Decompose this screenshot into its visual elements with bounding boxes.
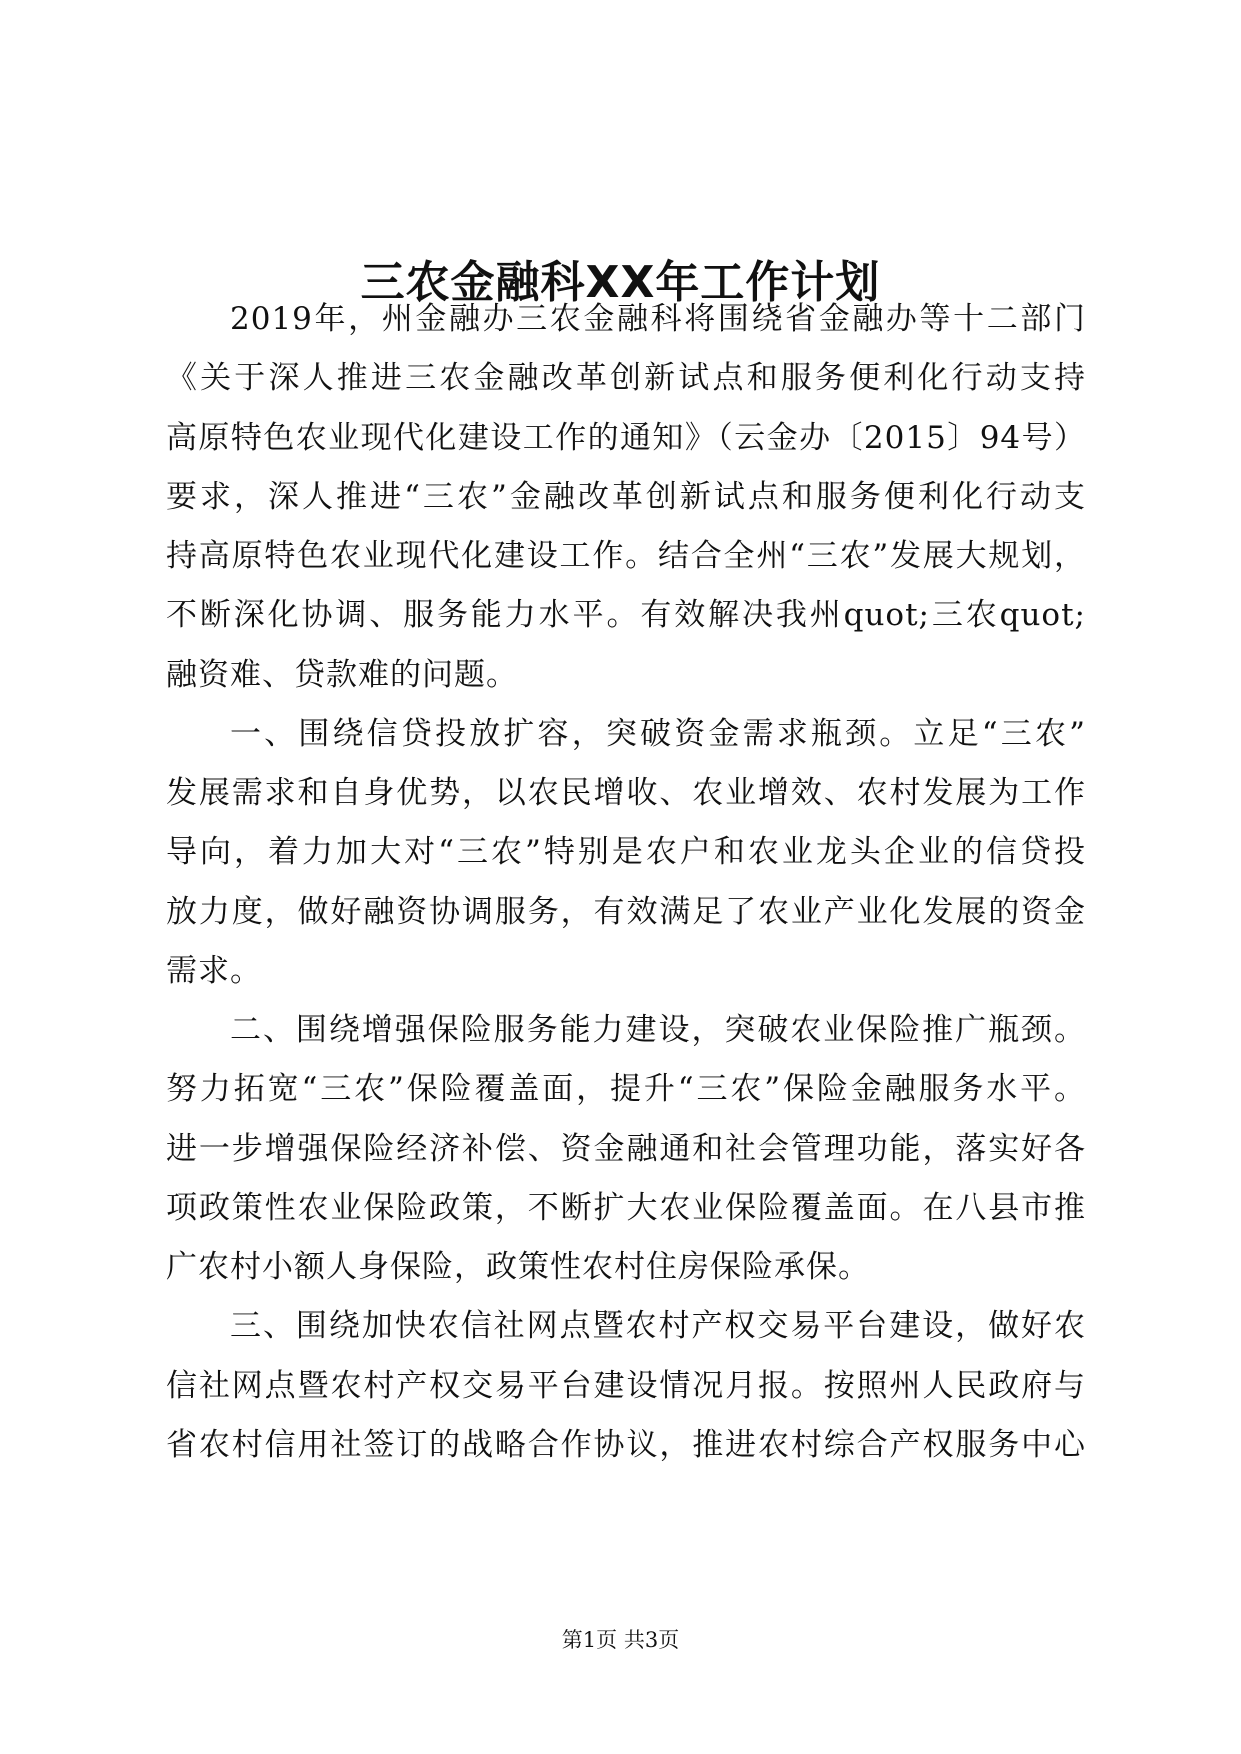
paragraph-line: 融资难、贷款难的问题。 — [166, 656, 518, 693]
paragraph-section-1 — [166, 705, 1086, 1001]
paragraph-line: 省农村信用社签订的战略合作协议，推进农村综合产权服务中心 — [166, 1426, 1086, 1463]
paragraph-line: 放力度，做好融资协调服务，有效满足了农业产业化发展的资金 — [166, 893, 1086, 930]
paragraph-line: 持高原特色农业现代化建设工作。结合全州“三农”发展大规划， — [166, 538, 1086, 574]
paragraph-line: 信社网点暨农村产权交易平台建设情况月报。按照州人民政府与 — [166, 1367, 1086, 1404]
paragraph-line: 要求，深人推进“三农”金融改革创新试点和服务便利化行动支 — [166, 478, 1086, 515]
paragraph-section-2 — [166, 1001, 1086, 1297]
paragraph-line: 二、围绕增强保险服务能力建设，突破农业保险推广瓶颈。 — [230, 1012, 1086, 1048]
paragraph-line: 2019年，州金融办三农金融科将围绕省金融办等十二部门 — [230, 301, 1086, 337]
paragraph-line: 一、围绕信贷投放扩容，突破资金需求瓶颈。立足“三农” — [230, 715, 1086, 752]
document-body — [166, 290, 1086, 1475]
paragraph-line: 《关于深人推进三农金融改革创新试点和服务便利化行动支持 — [166, 360, 1086, 397]
page-number-footer: 第1页 共3页 — [561, 1628, 680, 1652]
paragraph-line: 高原特色农业现代化建设工作的通知》（云金办〔2015〕94号） — [166, 419, 1086, 456]
paragraph-line: 进一步增强保险经济补偿、资金融通和社会管理功能，落实好各 — [166, 1130, 1086, 1167]
document-title: 三农金融科XX年工作计划 — [360, 257, 881, 309]
paragraph-line: 需求。 — [166, 952, 262, 989]
paragraph-intro — [166, 290, 1086, 705]
paragraph-line: 项政策性农业保险政策，不断扩大农业保险覆盖面。在八县市推 — [166, 1189, 1086, 1226]
paragraph-line: 三、围绕加快农信社网点暨农村产权交易平台建设，做好农 — [230, 1308, 1086, 1345]
paragraph-line: 广农村小额人身保险，政策性农村住房保险承保。 — [166, 1249, 870, 1285]
paragraph-line: 不断深化协调、服务能力水平。有效解决我州quot;三农quot; — [166, 597, 1086, 634]
paragraph-line: 发展需求和自身优势，以农民增收、农业增效、农村发展为工作 — [166, 775, 1086, 811]
paragraph-line: 努力拓宽“三农”保险覆盖面，提升“三农”保险金融服务水平。 — [166, 1071, 1086, 1108]
paragraph-section-3 — [166, 1297, 1086, 1475]
paragraph-line: 导向，着力加大对“三农”特别是农户和农业龙头企业的信贷投 — [166, 834, 1086, 871]
